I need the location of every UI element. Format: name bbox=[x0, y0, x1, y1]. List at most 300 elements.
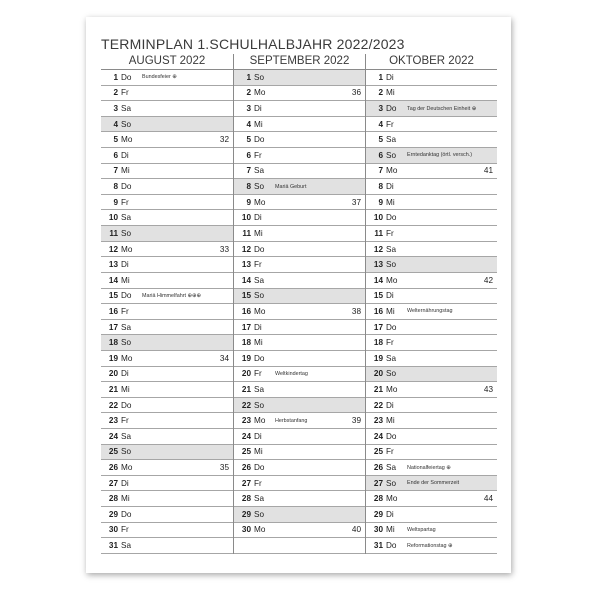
week-number: 35 bbox=[219, 463, 229, 473]
day-number: 13 bbox=[241, 260, 251, 270]
day-row bbox=[366, 273, 497, 289]
day-row bbox=[101, 523, 233, 539]
day-number: 27 bbox=[241, 478, 251, 488]
weekday-label: So bbox=[121, 228, 132, 238]
day-number: 9 bbox=[246, 197, 251, 207]
weekday-label: Mo bbox=[254, 306, 266, 316]
holiday-note: Erntedanktag (örtl. versch.) bbox=[407, 152, 473, 159]
day-number: 5 bbox=[378, 135, 383, 145]
day-number: 17 bbox=[373, 322, 383, 332]
day-number: 20 bbox=[241, 369, 251, 379]
weekday-label: Sa bbox=[386, 463, 397, 473]
holiday-note: Bundesfeier ⊕ bbox=[142, 74, 177, 81]
day-row bbox=[101, 164, 233, 180]
weekday-label: Do bbox=[386, 541, 397, 551]
day-number: 8 bbox=[246, 182, 251, 192]
day-row bbox=[101, 413, 233, 429]
weekday-label: Mi bbox=[386, 525, 395, 535]
weekday-label: Mo bbox=[254, 416, 266, 426]
weekday-label: Fr bbox=[254, 260, 262, 270]
day-row bbox=[101, 351, 233, 367]
day-row bbox=[234, 304, 365, 320]
day-number: 27 bbox=[373, 478, 383, 488]
day-row bbox=[366, 398, 497, 414]
weekday-label: Di bbox=[121, 369, 129, 379]
weekday-label: Sa bbox=[254, 494, 265, 504]
day-number: 4 bbox=[378, 119, 383, 129]
day-number: 23 bbox=[373, 416, 383, 426]
day-row bbox=[366, 101, 497, 117]
weekday-label: Di bbox=[121, 150, 129, 160]
month-header: SEPTEMBER 2022 bbox=[234, 54, 365, 70]
weekday-label: Mi bbox=[121, 384, 130, 394]
day-number: 28 bbox=[241, 494, 251, 504]
day-row bbox=[101, 257, 233, 273]
day-row bbox=[101, 289, 233, 305]
day-row bbox=[234, 320, 365, 336]
week-number: 43 bbox=[483, 384, 493, 394]
day-row bbox=[234, 70, 365, 86]
day-number: 10 bbox=[241, 213, 251, 223]
weekday-label: Sa bbox=[121, 322, 132, 332]
day-number: 26 bbox=[373, 463, 383, 473]
day-number: 17 bbox=[241, 322, 251, 332]
day-row bbox=[366, 117, 497, 133]
weekday-label: So bbox=[386, 260, 397, 270]
day-row bbox=[101, 491, 233, 507]
weekday-label: Mi bbox=[386, 416, 395, 426]
week-number: 39 bbox=[351, 416, 361, 426]
day-number: 30 bbox=[108, 525, 118, 535]
day-number: 9 bbox=[378, 197, 383, 207]
day-number: 27 bbox=[108, 478, 118, 488]
week-number: 36 bbox=[351, 88, 361, 98]
day-row bbox=[366, 226, 497, 242]
day-number: 19 bbox=[373, 353, 383, 363]
day-number: 2 bbox=[113, 88, 118, 98]
weekday-label: Sa bbox=[254, 275, 265, 285]
day-number: 18 bbox=[373, 338, 383, 348]
weekday-label: Sa bbox=[386, 135, 397, 145]
day-number: 18 bbox=[241, 338, 251, 348]
weekday-label: Di bbox=[386, 509, 394, 519]
day-row bbox=[234, 226, 365, 242]
day-row bbox=[366, 70, 497, 86]
day-number: 16 bbox=[108, 306, 118, 316]
holiday-note: Mariä Himmelfahrt ⊕⊕⊕ bbox=[142, 292, 202, 299]
day-row bbox=[101, 367, 233, 383]
day-number: 7 bbox=[113, 166, 118, 176]
day-row bbox=[366, 476, 497, 492]
day-number: 18 bbox=[108, 338, 118, 348]
day-number: 15 bbox=[108, 291, 118, 301]
weekday-label: Mi bbox=[386, 88, 395, 98]
day-row bbox=[101, 320, 233, 336]
weekday-label: Fr bbox=[254, 478, 262, 488]
day-row bbox=[234, 429, 365, 445]
day-list bbox=[101, 70, 233, 554]
day-row bbox=[366, 491, 497, 507]
day-row bbox=[234, 117, 365, 133]
weekday-label: So bbox=[254, 291, 265, 301]
weekday-label: Mi bbox=[386, 197, 395, 207]
day-row bbox=[234, 507, 365, 523]
day-row bbox=[366, 429, 497, 445]
weekday-label: Sa bbox=[386, 244, 397, 254]
day-list bbox=[366, 70, 497, 554]
day-row bbox=[366, 289, 497, 305]
day-row bbox=[366, 538, 497, 554]
week-number: 34 bbox=[219, 353, 229, 363]
holiday-note: Weltkindertag bbox=[275, 370, 308, 377]
holiday-note: Mariä Geburt bbox=[275, 183, 307, 190]
weekday-label: Do bbox=[386, 322, 397, 332]
day-row bbox=[101, 242, 233, 258]
day-number: 21 bbox=[241, 384, 251, 394]
day-number: 15 bbox=[241, 291, 251, 301]
day-number: 14 bbox=[373, 275, 383, 285]
day-row bbox=[234, 413, 365, 429]
weekday-label: Mi bbox=[254, 447, 263, 457]
day-row bbox=[234, 273, 365, 289]
day-number: 14 bbox=[108, 275, 118, 285]
day-row bbox=[234, 101, 365, 117]
week-number: 44 bbox=[483, 494, 493, 504]
day-row bbox=[366, 242, 497, 258]
holiday-note: Welternährungstag bbox=[407, 308, 453, 315]
day-number: 3 bbox=[378, 104, 383, 114]
weekday-label: So bbox=[254, 72, 265, 82]
day-row bbox=[101, 335, 233, 351]
weekday-label: Mi bbox=[121, 275, 130, 285]
day-row bbox=[101, 132, 233, 148]
weekday-label: Do bbox=[121, 72, 132, 82]
day-number: 28 bbox=[108, 494, 118, 504]
day-row bbox=[234, 445, 365, 461]
day-number: 6 bbox=[378, 150, 383, 160]
day-row bbox=[366, 164, 497, 180]
day-number: 4 bbox=[246, 119, 251, 129]
day-number: 5 bbox=[113, 135, 118, 145]
day-row bbox=[366, 195, 497, 211]
day-number: 17 bbox=[108, 322, 118, 332]
day-row bbox=[234, 195, 365, 211]
day-number: 4 bbox=[113, 119, 118, 129]
day-row bbox=[234, 164, 365, 180]
day-row bbox=[234, 132, 365, 148]
weekday-label: Mo bbox=[121, 353, 133, 363]
day-number: 24 bbox=[108, 431, 118, 441]
day-row bbox=[101, 429, 233, 445]
weekday-label: So bbox=[121, 119, 132, 129]
weekday-label: Mo bbox=[121, 135, 133, 145]
day-number: 13 bbox=[373, 260, 383, 270]
day-row bbox=[101, 273, 233, 289]
weekday-label: Do bbox=[121, 182, 132, 192]
weekday-label: Fr bbox=[254, 369, 262, 379]
weekday-label: Fr bbox=[121, 306, 129, 316]
day-row bbox=[234, 148, 365, 164]
day-number: 6 bbox=[246, 150, 251, 160]
weekday-label: Do bbox=[254, 463, 265, 473]
weekday-label: Di bbox=[386, 182, 394, 192]
weekday-label: Mi bbox=[254, 338, 263, 348]
day-number: 10 bbox=[373, 213, 383, 223]
day-number: 25 bbox=[108, 447, 118, 457]
holiday-note: Ende der Sommerzeit bbox=[407, 480, 460, 487]
day-number: 30 bbox=[241, 525, 251, 535]
day-row bbox=[234, 289, 365, 305]
day-row bbox=[101, 538, 233, 554]
week-number: 32 bbox=[219, 135, 229, 145]
day-row bbox=[101, 86, 233, 102]
weekday-label: So bbox=[121, 338, 132, 348]
day-row bbox=[234, 179, 365, 195]
day-number: 15 bbox=[373, 291, 383, 301]
month-column-august bbox=[101, 54, 233, 554]
week-number: 40 bbox=[351, 525, 361, 535]
weekday-label: Mo bbox=[121, 463, 133, 473]
day-row bbox=[234, 257, 365, 273]
day-row bbox=[234, 476, 365, 492]
weekday-label: Fr bbox=[386, 119, 394, 129]
weekday-label: Mo bbox=[254, 197, 266, 207]
weekday-label: Di bbox=[386, 400, 394, 410]
weekday-label: Do bbox=[121, 509, 132, 519]
week-number: 37 bbox=[351, 197, 361, 207]
holiday-note: Tag der Deutschen Einheit ⊕ bbox=[407, 105, 477, 112]
weekday-label: So bbox=[254, 509, 265, 519]
day-number: 22 bbox=[241, 400, 251, 410]
day-number: 24 bbox=[373, 431, 383, 441]
day-row bbox=[366, 367, 497, 383]
weekday-label: Mo bbox=[254, 88, 266, 98]
weekday-label: Mo bbox=[386, 494, 398, 504]
day-row bbox=[234, 382, 365, 398]
day-row bbox=[366, 523, 497, 539]
weekday-label: Sa bbox=[121, 213, 132, 223]
month-column-september bbox=[233, 54, 365, 554]
holiday-note: Herbstanfang bbox=[275, 417, 308, 424]
day-number: 11 bbox=[109, 228, 118, 238]
day-number: 6 bbox=[113, 150, 118, 160]
month-header: OKTOBER 2022 bbox=[366, 54, 497, 70]
day-number: 21 bbox=[373, 384, 383, 394]
day-number: 1 bbox=[246, 72, 251, 82]
day-number: 28 bbox=[373, 494, 383, 504]
weekday-label: Mo bbox=[386, 166, 398, 176]
day-row bbox=[234, 523, 365, 539]
day-row bbox=[234, 351, 365, 367]
day-list bbox=[234, 70, 365, 554]
weekday-label: Mi bbox=[254, 119, 263, 129]
day-row bbox=[366, 335, 497, 351]
weekday-label: Fr bbox=[121, 197, 129, 207]
day-number: 10 bbox=[108, 213, 118, 223]
holiday-note: Nationalfeiertag ⊕ bbox=[407, 464, 451, 471]
day-row bbox=[101, 398, 233, 414]
day-number: 24 bbox=[241, 431, 251, 441]
weekday-label: Mo bbox=[386, 275, 398, 285]
day-number: 2 bbox=[378, 88, 383, 98]
day-row bbox=[366, 507, 497, 523]
day-row bbox=[101, 117, 233, 133]
day-number: 30 bbox=[373, 525, 383, 535]
weekday-label: Mi bbox=[121, 494, 130, 504]
day-row bbox=[234, 335, 365, 351]
weekday-label: Do bbox=[386, 104, 397, 114]
weekday-label: Di bbox=[121, 260, 129, 270]
day-number: 29 bbox=[373, 509, 383, 519]
weekday-label: Sa bbox=[254, 166, 265, 176]
day-number: 1 bbox=[378, 72, 383, 82]
week-number: 41 bbox=[483, 166, 493, 176]
day-number: 25 bbox=[373, 447, 383, 457]
day-number: 20 bbox=[108, 369, 118, 379]
weekday-label: Do bbox=[386, 431, 397, 441]
day-number: 1 bbox=[113, 72, 118, 82]
day-row bbox=[234, 538, 365, 554]
day-number: 31 bbox=[108, 541, 118, 551]
weekday-label: So bbox=[386, 369, 397, 379]
day-number: 26 bbox=[108, 463, 118, 473]
day-row bbox=[366, 132, 497, 148]
day-row bbox=[101, 101, 233, 117]
day-number: 12 bbox=[373, 244, 383, 254]
day-row bbox=[101, 226, 233, 242]
weekday-label: Fr bbox=[386, 228, 394, 238]
day-row bbox=[101, 476, 233, 492]
weekday-label: Fr bbox=[121, 525, 129, 535]
weekday-label: Di bbox=[254, 213, 262, 223]
day-number: 3 bbox=[246, 104, 251, 114]
day-row bbox=[101, 179, 233, 195]
day-row bbox=[366, 179, 497, 195]
day-number: 7 bbox=[378, 166, 383, 176]
day-number: 12 bbox=[108, 244, 118, 254]
day-row bbox=[101, 148, 233, 164]
weekday-label: Mo bbox=[254, 525, 266, 535]
day-number: 11 bbox=[242, 228, 251, 238]
day-number: 19 bbox=[241, 353, 251, 363]
day-number: 23 bbox=[108, 416, 118, 426]
day-row bbox=[366, 210, 497, 226]
day-number: 22 bbox=[373, 400, 383, 410]
day-number: 14 bbox=[241, 275, 251, 285]
day-row bbox=[366, 320, 497, 336]
day-row bbox=[234, 242, 365, 258]
day-row bbox=[101, 195, 233, 211]
week-number: 42 bbox=[483, 275, 493, 285]
weekday-label: Sa bbox=[121, 541, 132, 551]
weekday-label: Fr bbox=[254, 150, 262, 160]
day-row bbox=[234, 210, 365, 226]
day-number: 9 bbox=[113, 197, 118, 207]
day-number: 29 bbox=[108, 509, 118, 519]
day-row bbox=[101, 507, 233, 523]
day-number: 23 bbox=[241, 416, 251, 426]
weekday-label: So bbox=[254, 182, 265, 192]
day-row bbox=[234, 398, 365, 414]
weekday-label: Fr bbox=[386, 338, 394, 348]
day-number: 2 bbox=[246, 88, 251, 98]
day-number: 26 bbox=[241, 463, 251, 473]
day-row bbox=[101, 210, 233, 226]
weekday-label: Do bbox=[121, 291, 132, 301]
day-row bbox=[366, 304, 497, 320]
day-number: 19 bbox=[108, 353, 118, 363]
day-number: 5 bbox=[246, 135, 251, 145]
page-title: TERMINPLAN 1.SCHULHALBJAHR 2022/2023 bbox=[101, 36, 405, 52]
weekday-label: Di bbox=[121, 478, 129, 488]
weekday-label: Sa bbox=[386, 353, 397, 363]
day-number: 21 bbox=[108, 384, 118, 394]
day-row bbox=[366, 148, 497, 164]
weekday-label: Di bbox=[254, 322, 262, 332]
holiday-note: Reformationstag ⊕ bbox=[407, 542, 453, 549]
weekday-label: Di bbox=[254, 104, 262, 114]
calendar-grid bbox=[101, 54, 497, 554]
day-number: 3 bbox=[113, 104, 118, 114]
day-number: 25 bbox=[241, 447, 251, 457]
day-row bbox=[101, 445, 233, 461]
weekday-label: Sa bbox=[121, 104, 132, 114]
day-row bbox=[101, 382, 233, 398]
day-row bbox=[234, 460, 365, 476]
day-number: 22 bbox=[108, 400, 118, 410]
weekday-label: Fr bbox=[121, 88, 129, 98]
weekday-label: Do bbox=[386, 213, 397, 223]
day-number: 31 bbox=[373, 541, 383, 551]
day-number: 8 bbox=[378, 182, 383, 192]
weekday-label: Mi bbox=[254, 228, 263, 238]
weekday-label: Mi bbox=[121, 166, 130, 176]
weekday-label: Do bbox=[254, 353, 265, 363]
day-row bbox=[366, 351, 497, 367]
weekday-label: Sa bbox=[254, 384, 265, 394]
weekday-label: Di bbox=[254, 431, 262, 441]
day-row bbox=[101, 70, 233, 86]
weekday-label: Fr bbox=[121, 416, 129, 426]
weekday-label: Sa bbox=[121, 431, 132, 441]
day-row bbox=[366, 445, 497, 461]
day-row bbox=[366, 86, 497, 102]
weekday-label: Di bbox=[386, 72, 394, 82]
weekday-label: Do bbox=[121, 400, 132, 410]
week-number: 38 bbox=[351, 306, 361, 316]
holiday-note: Weltspartag bbox=[407, 526, 436, 533]
week-number: 33 bbox=[219, 244, 229, 254]
day-row bbox=[366, 413, 497, 429]
day-row bbox=[234, 86, 365, 102]
day-number: 16 bbox=[241, 306, 251, 316]
weekday-label: Fr bbox=[386, 447, 394, 457]
weekday-label: So bbox=[386, 150, 397, 160]
day-row bbox=[234, 491, 365, 507]
day-row bbox=[101, 460, 233, 476]
day-row bbox=[366, 460, 497, 476]
day-number: 7 bbox=[246, 166, 251, 176]
weekday-label: Mo bbox=[386, 384, 398, 394]
day-number: 29 bbox=[241, 509, 251, 519]
day-row bbox=[366, 382, 497, 398]
day-row bbox=[101, 304, 233, 320]
weekday-label: Mi bbox=[386, 306, 395, 316]
day-number: 13 bbox=[108, 260, 118, 270]
weekday-label: So bbox=[121, 447, 132, 457]
day-row bbox=[234, 367, 365, 383]
month-column-october bbox=[365, 54, 497, 554]
